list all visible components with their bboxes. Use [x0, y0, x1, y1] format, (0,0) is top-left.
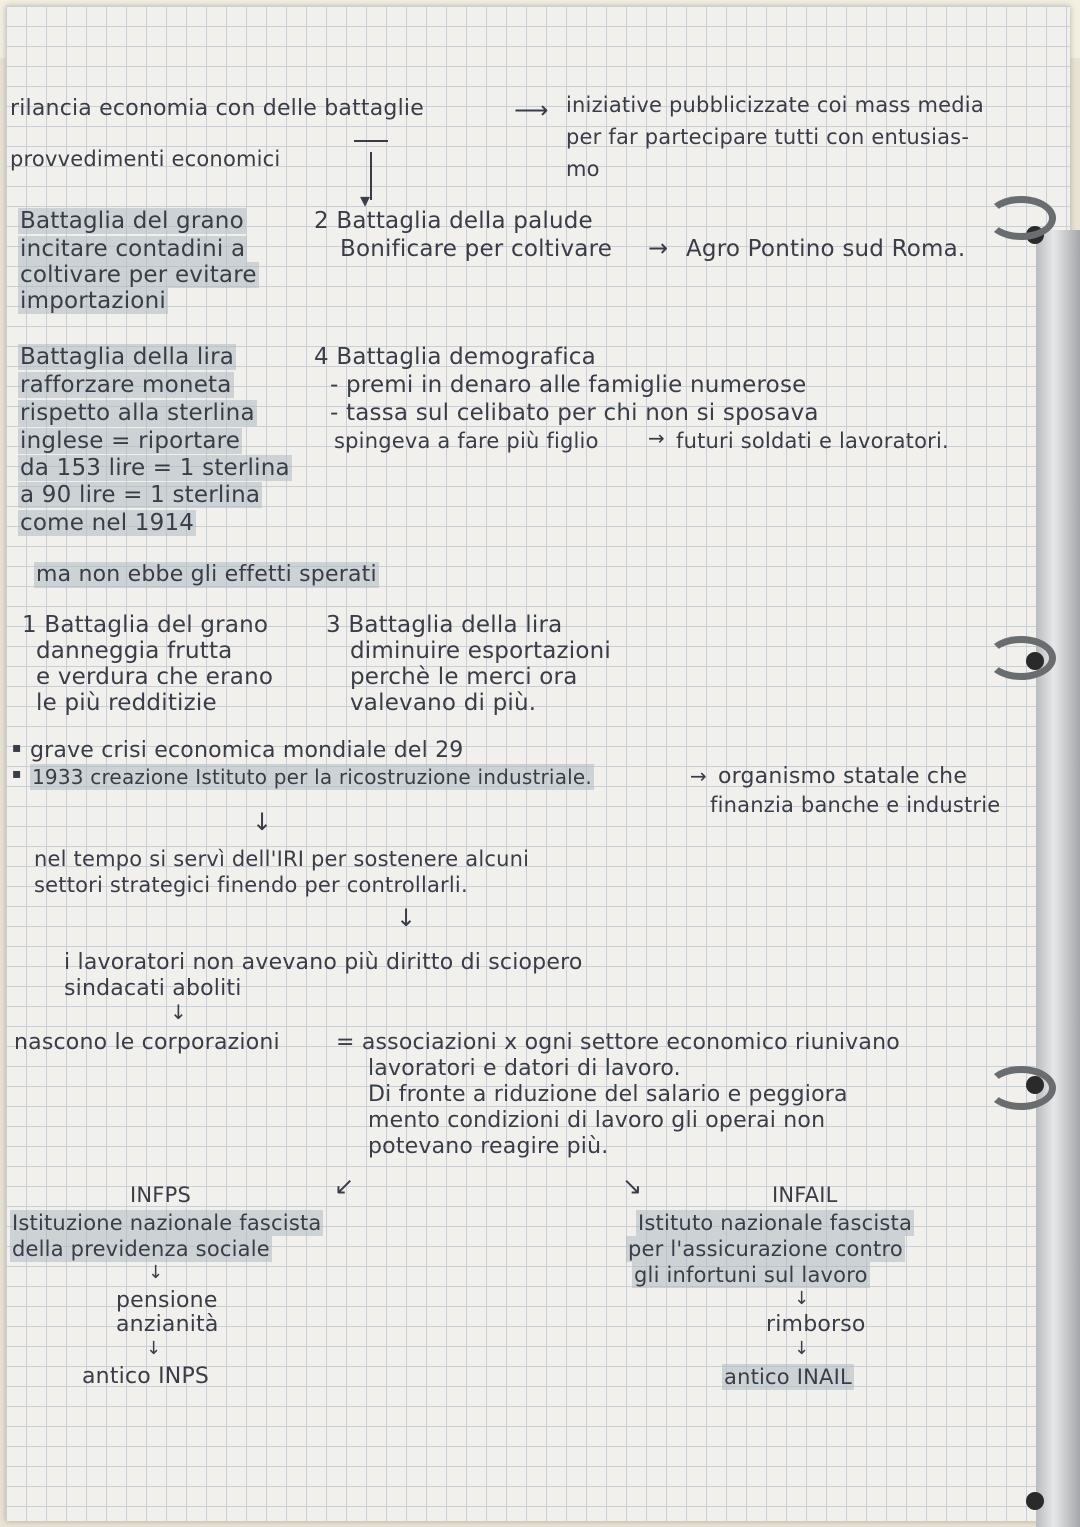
note-line: finanzia banche e industrie — [710, 793, 1001, 817]
binder-ring — [986, 1066, 1056, 1110]
arrow-right-icon: ⟶ — [514, 96, 549, 124]
note-line: antico INAIL — [724, 1365, 852, 1389]
note-line: futuri soldati e lavoratori. — [676, 429, 949, 453]
note-line: mo — [566, 157, 600, 181]
binder-spine — [1036, 230, 1080, 1527]
note-line: antico INPS — [82, 1364, 210, 1389]
note-line: nel tempo si servì dell'IRI per sostenere alcuni — [34, 847, 530, 871]
note-line: sindacati aboliti — [64, 976, 242, 1001]
arrow-right-icon: → — [648, 234, 669, 262]
note-line: = associazioni x ogni settore economico riunivano — [336, 1030, 900, 1055]
note-line: Di fronte a riduzione del salario e peggiora — [368, 1082, 848, 1107]
arrow-down-icon: ↓ — [794, 1288, 810, 1309]
heading-effetto-grano: 1 Battaglia del grano — [22, 612, 269, 638]
binder-hole — [1026, 1492, 1044, 1510]
note-line: pensione — [116, 1288, 218, 1313]
bullet-icon: ▪ — [12, 740, 22, 756]
note-line: gli infortuni sul lavoro — [634, 1263, 868, 1287]
note-line: provvedimenti economici — [10, 147, 281, 171]
note-line: per l'assicurazione contro — [628, 1237, 903, 1261]
note-line: importazioni — [20, 288, 166, 314]
note-line: rafforzare moneta — [20, 372, 232, 398]
note-line: da 153 lire = 1 sterlina — [20, 455, 290, 481]
note-line: mento condizioni di lavoro gli operai non — [368, 1108, 826, 1133]
note-line: grave crisi economica mondiale del 29 — [30, 738, 464, 763]
arrow-down-icon: ↓ — [396, 904, 417, 932]
note-line: per far partecipare tutti con entusias- — [566, 125, 970, 149]
note-line: - tassa sul celibato per chi non si sposava — [330, 400, 819, 426]
note-line: potevano reagire più. — [368, 1134, 609, 1159]
connector-line — [354, 140, 388, 142]
note-line: rilancia economia con delle battaglie — [10, 96, 424, 121]
heading-battaglia-grano: Battaglia del grano — [20, 208, 244, 234]
note-line: valevano di più. — [350, 690, 537, 716]
heading-infail: INFAIL — [772, 1183, 838, 1207]
note-line: le più redditizie — [36, 690, 217, 716]
arrow-down-icon: ↓ — [252, 808, 273, 836]
note-line: settori strategici finendo per controllarli. — [34, 873, 468, 897]
heading-battaglia-palude: 2 Battaglia della palude — [314, 208, 593, 234]
note-line: iniziative pubblicizzate coi mass media — [566, 93, 984, 117]
note-line: lavoratori e datori di lavoro. — [368, 1056, 681, 1081]
arrow-down-left-icon: ↙ — [334, 1172, 355, 1200]
arrow-right-icon: → — [690, 764, 707, 788]
note-line: organismo statale che — [718, 764, 968, 789]
binder-ring — [986, 636, 1056, 680]
note-line: Bonificare per coltivare — [340, 236, 613, 262]
note-line: perchè le merci ora — [350, 664, 578, 690]
heading-battaglia-demografica: 4 Battaglia demografica — [314, 344, 596, 370]
arrow-down-icon: ↓ — [146, 1338, 162, 1359]
note-line: i lavoratori non avevano più diritto di sciopero — [64, 950, 583, 975]
note-line: Istituto nazionale fascista — [638, 1211, 913, 1235]
note-line: rimborso — [766, 1312, 866, 1337]
bullet-icon: ▪ — [12, 766, 22, 782]
heading-infps: INFPS — [130, 1183, 191, 1207]
connector-line — [370, 152, 372, 200]
heading-effetto-lira: 3 Battaglia della lira — [326, 612, 563, 638]
arrow-down-right-icon: ↘ — [622, 1172, 643, 1200]
heading-corporazioni: nascono le corporazioni — [14, 1030, 280, 1055]
binder-ring — [986, 196, 1056, 240]
note-line: ma non ebbe gli effetti sperati — [36, 562, 377, 587]
note-line: rispetto alla sterlina — [20, 400, 255, 426]
note-line: incitare contadini a — [20, 236, 246, 262]
note-line: della previdenza sociale — [12, 1237, 270, 1261]
arrow-right-icon: → — [648, 426, 665, 450]
note-line: Istituzione nazionale fascista — [12, 1211, 322, 1235]
note-line: come nel 1914 — [20, 510, 195, 536]
arrow-down-icon: ↓ — [148, 1262, 164, 1283]
note-line: anzianità — [116, 1312, 219, 1337]
note-line: - premi in denaro alle famiglie numerose — [330, 372, 807, 398]
heading-battaglia-lira: Battaglia della lira — [20, 344, 235, 370]
note-line: e verdura che erano — [36, 664, 274, 690]
note-line: diminuire esportazioni — [350, 638, 612, 664]
note-line: inglese = riportare — [20, 428, 241, 454]
arrow-down-icon: ↓ — [170, 1000, 187, 1024]
arrow-down-icon: ▾ — [360, 188, 371, 212]
note-line: spingeva a fare più figlio — [334, 429, 599, 453]
note-line: 1933 creazione Istituto per la ricostruzione industriale. — [32, 765, 592, 789]
arrow-down-icon: ↓ — [794, 1338, 810, 1359]
note-line: a 90 lire = 1 sterlina — [20, 482, 261, 508]
note-line: danneggia frutta — [36, 638, 233, 664]
note-line: coltivare per evitare — [20, 262, 257, 288]
note-line: Agro Pontino sud Roma. — [686, 236, 966, 262]
